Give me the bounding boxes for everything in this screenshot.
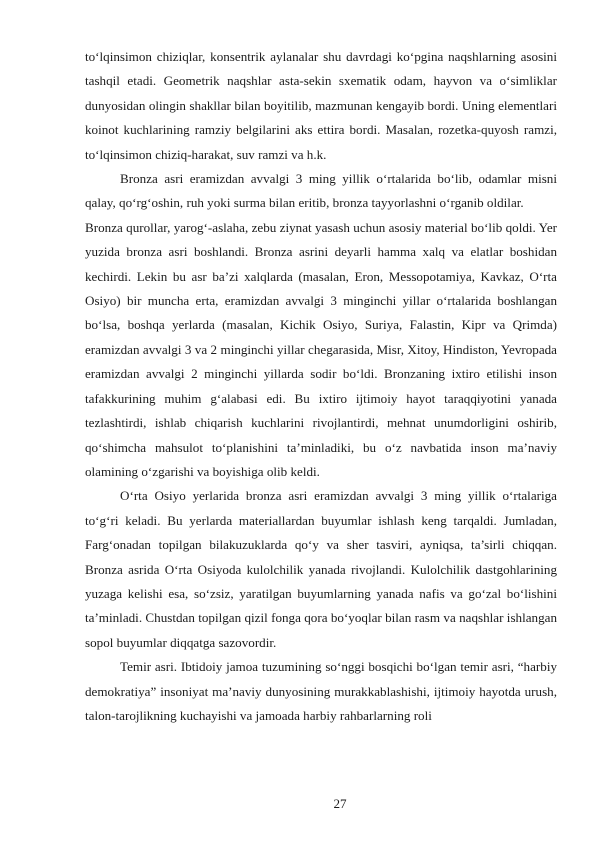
paragraph-iron-age: Temir asri. Ibtidoiy jamoa tuzumining so‘nggi bosqichi bo‘lgan temir asri, “harbiy demokratiya” insoniyat ma’naviy dunyosining murakkablashishi, ijtimoiy hayotda urush, talon-tarojlikning kuchayishi va jamoada harbiy rahbarlarning roli [85, 659, 557, 723]
paragraph-continuation: to‘lqinsimon chiziqlar, konsentrik aylanalar shu davrdagi ko‘pgina naqshlarning asosini tashqil etadi. Geometrik naqshlar asta-sekin sxematik odam, hayvon va o‘simliklar dunyosidan olingin shakllar bilan boyitilib, mazmunan kengayib bordi. Uning elementlari koinot kuchlarining ramziy belgilarini aks ettira bordi. Masalan, rozetka-quyosh ramzi, to‘lqinsimon chiziq-harakat, suv ramzi va h.k. [85, 49, 557, 162]
paragraph-bronze-weapons: Bronza qurollar, yarog‘-aslaha, zebu ziynat yasash uchun asosiy material bo‘lib qoldi. Yer yuzida bronza asri boshlandi. Bronza asrini deyarli hamma xalq va elatlar boshidan kechirdi. Lekin bu asr ba’zi xalqlarda (masalan, Eron, Messopotamiya, Kavkaz, O‘rta Osiyo) bir muncha erta, eramizdan avvalgi 3 minginchi yillar o‘rtalarida boshlangan bo‘lsa, boshqa yerlarda (masalan, Kichik Osiyo, Suriya, Falastin, Kipr va Qrimda) eramizdan avvalgi 3 va 2 minginchi yillar chegarasida, Misr, Xitoy, Hindiston, Yevropada eramizdan avvalgi 2 minginchi yillarda sodir bo‘ldi. Bronzaning ixtiro etilishi inson tafakkurining muhim g‘alabasi edi. Bu ixtiro ijtimoiy hayot taraqqiyotini yanada tezlashtirdi, ishlab chiqarish kuchlarini rivojlantirdi, mehnat unumdorligini oshirib, qo‘shimcha mahsulot to‘planishini ta’minladiki, bu o‘z navbatida inson ma’naviy olamining o‘zgarishi va boyishiga olib keldi. [85, 219, 557, 479]
paragraph-central-asia-bronze: O‘rta Osiyo yerlarida bronza asri eramizdan avvalgi 3 ming yillik o‘rtalariga to‘g‘ri keladi. Bu yerlarda materiallardan buyumlar ishlash keng tarqaldi. Jumladan, Farg‘onadan topilgan bilakuzuklarda qo‘y va sher tasviri, ayniqsa, ta’sirli chiqqan. Bronza asrida O‘rta Osiyoda kulolchilik yanada rivojlandi. Kulolchilik dastgohlarining yuzaga kelishi esa, so‘zsiz, yaratilgan buyumlarning yanada nafis va go‘zal bo‘lishini ta’minladi. Chustdan topilgan qizil fonga qora bo‘yoqlar bilan rasm va naqshlar ishlangan sopol buyumlar diqqatga sazovordir. [85, 488, 557, 650]
document-body [85, 45, 557, 728]
paragraph-bronze-age-intro: Bronza asri eramizdan avvalgi 3 ming yillik o‘rtalarida bo‘lib, odamlar misni qalay, qo‘rg‘oshin, ruh yoki surma bilan eritib, bronza tayyorlashni o‘rganib oldilar. [85, 171, 557, 211]
page-number: 27 [333, 796, 347, 811]
